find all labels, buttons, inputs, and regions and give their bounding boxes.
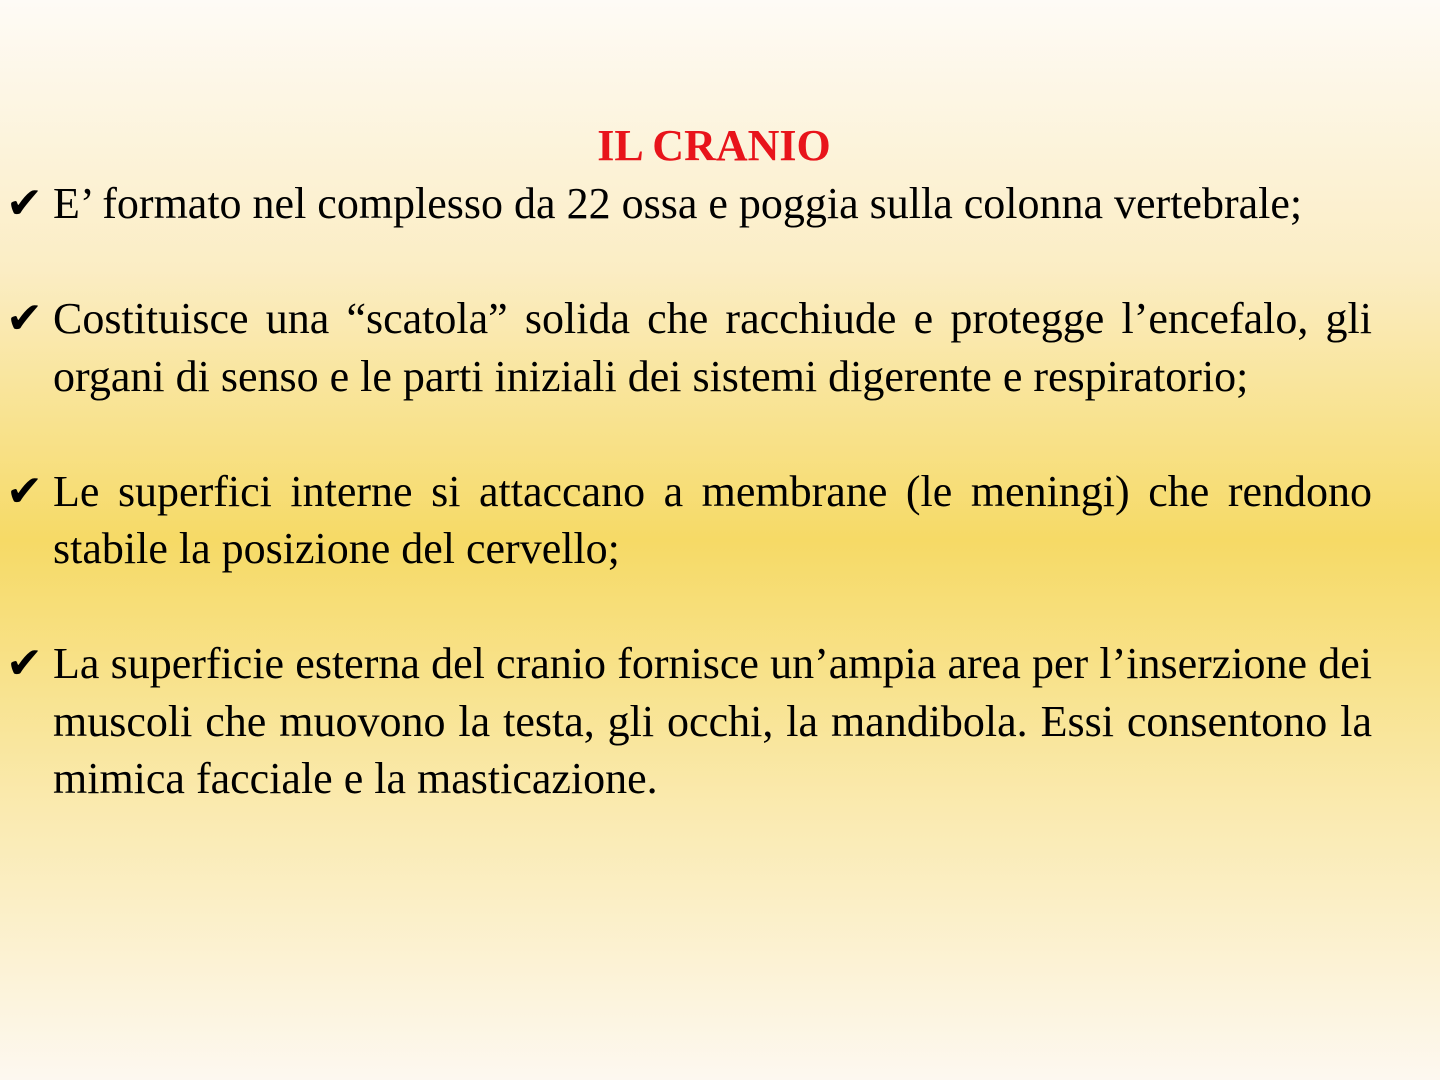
bullet-text: Le superfici interne si attaccano a membrane (le meningi) che rendono stabile la posizione del cervello; bbox=[53, 466, 1372, 573]
bullet-text: La superficie esterna del cranio fornisce un’ampia area per l’inserzione dei muscoli che muovono la testa, gli occhi, la mandibola. Essi consentono la mimica facciale e la masticazione. bbox=[53, 639, 1372, 803]
check-mark-icon: ✔ bbox=[6, 179, 43, 228]
bullet-item bbox=[0, 175, 1372, 233]
check-mark-icon: ✔ bbox=[6, 294, 43, 343]
bullet-item bbox=[0, 290, 1372, 405]
slide-title: IL CRANIO bbox=[597, 121, 831, 170]
bullet-text: Costituisce una “scatola” solida che racchiude e protegge l’encefalo, gli organi di senso e le parti iniziali dei sistemi digerente e respiratorio; bbox=[53, 294, 1372, 401]
check-mark-icon: ✔ bbox=[6, 639, 43, 688]
bullet-list bbox=[0, 175, 1372, 865]
bullet-item bbox=[0, 635, 1372, 808]
bullet-item bbox=[0, 463, 1372, 578]
bullet-text: E’ formato nel complesso da 22 ossa e poggia sulla colonna vertebrale; bbox=[53, 179, 1303, 228]
check-mark-icon: ✔ bbox=[6, 466, 43, 516]
